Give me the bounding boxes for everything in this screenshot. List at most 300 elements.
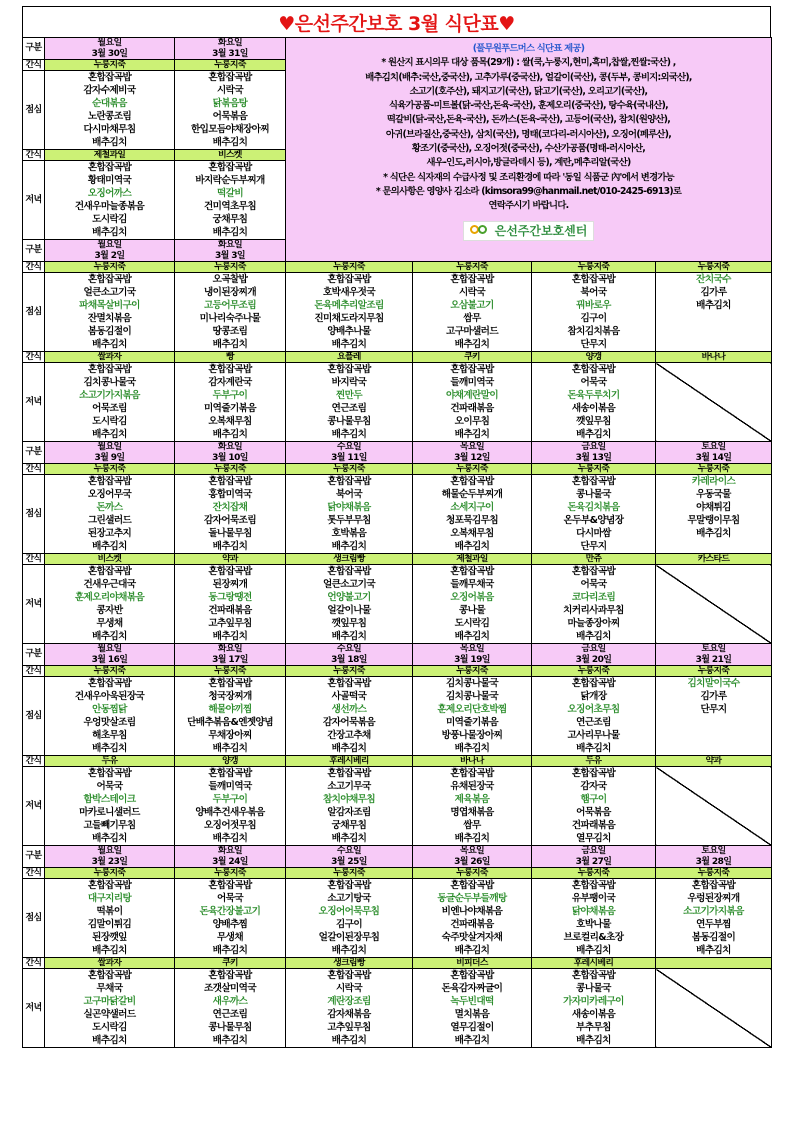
menu-item: 콩나물국: [576, 489, 611, 500]
snack-label: 간식: [23, 666, 45, 677]
lunch-label: 점심: [23, 879, 45, 958]
menu-item: 돈육간장불고기: [199, 906, 261, 917]
snack-cell: 누룽지죽: [45, 868, 175, 879]
lunch-cell: [45, 71, 175, 150]
menu-item: 배추김치: [454, 429, 490, 440]
menu-item: 배추김치: [696, 528, 731, 539]
menu-item: 배추김치: [576, 429, 611, 440]
day-name: 목요일: [459, 644, 485, 654]
day-header: [532, 644, 656, 666]
menu-item: 호박나물: [576, 919, 611, 930]
menu-item: 들깨미역국: [450, 377, 494, 388]
lunch-row: [23, 273, 772, 352]
menu-item: 배추김치: [92, 227, 127, 238]
snack-cell: 누룽지죽: [532, 666, 656, 677]
menu-item: 배추김치: [576, 1035, 611, 1046]
day-date: 3월 3일: [214, 250, 246, 261]
menu-item: 배추김치: [212, 227, 248, 238]
menu-item: 배추김치: [92, 429, 127, 440]
dinner-label: 저녁: [23, 767, 45, 846]
menu-item: 시락국: [458, 287, 485, 298]
menu-item: 간장고추채: [327, 730, 371, 741]
dinner-cell: [413, 363, 532, 442]
menu-item: 떡갈비: [216, 188, 243, 199]
snack-label: 간식: [23, 352, 45, 363]
snack-cell: 누룽지죽: [45, 262, 175, 273]
menu-item: 단배추볶음&엔젯양념: [187, 717, 273, 728]
menu-item: 혼합잡곡밥: [87, 970, 132, 981]
lunch-row: [23, 677, 772, 756]
menu-item: 언양불고기: [327, 592, 371, 603]
menu-item: 혼합잡곡밥: [208, 768, 252, 779]
menu-item: 무말랭이무침: [687, 515, 740, 526]
menu-item: 무채장아찌: [208, 730, 252, 741]
menu-item: 혼합잡곡밥: [571, 364, 616, 375]
snack-label: 간식: [23, 60, 45, 71]
menu-item: 혼합잡곡밥: [208, 476, 252, 487]
day-name: 화요일: [217, 38, 243, 48]
day-name: 화요일: [217, 644, 243, 654]
dinner-cell: [413, 565, 532, 644]
dinner-row: [23, 565, 772, 644]
menu-item: 배추김치: [212, 339, 248, 350]
info-line: 떡갈비(닭-국산,돈육-국산), 돈까스(돈육-국산), 고등어(국산), 참치(원양산),: [386, 114, 671, 126]
menu-item: 김치콩나물국: [445, 678, 498, 689]
menu-item: 혼합잡곡밥: [208, 364, 252, 375]
menu-item: 쌈무: [463, 313, 481, 324]
snack-cell: 누룽지죽: [656, 868, 772, 879]
menu-item: 마늘종장아찌: [567, 618, 620, 629]
dinner-label: 저녁: [23, 161, 45, 240]
day-header: [286, 442, 413, 464]
dinner-cell: [532, 363, 656, 442]
day-header: [175, 846, 286, 868]
snack-cell: 누룽지죽: [45, 60, 175, 71]
snack-cell: 쌀과자: [45, 352, 175, 363]
menu-item: 배추김치: [454, 743, 490, 754]
menu-item: 감자국: [580, 781, 607, 792]
menu-item: 숙주맛살겨자채: [441, 932, 503, 943]
menu-item: 들깨무채국: [450, 579, 494, 590]
menu-item: 잔멸치볶음: [87, 313, 132, 324]
dinner-cell: [532, 969, 656, 1048]
dinner-cell: [286, 767, 413, 846]
menu-item: 우엉맛살조림: [83, 717, 136, 728]
menu-item: 배추김치: [212, 945, 248, 956]
snack-cell: 누룽지죽: [532, 868, 656, 879]
snack-cell: 누룽지죽: [45, 464, 175, 475]
menu-item: 생선까스: [331, 704, 367, 715]
menu-item: 돈육김치볶음: [567, 502, 620, 513]
snack-cell: 누룽지죽: [175, 464, 286, 475]
menu-item: 무생채: [96, 618, 123, 629]
menu-item: 김구이: [335, 919, 362, 930]
lunch-cell: [656, 677, 772, 756]
menu-item: 김치말이국수: [687, 678, 740, 689]
snack-cell: 누룽지죽: [45, 666, 175, 677]
lunch-cell: [413, 677, 532, 756]
day-date: 3월 30일: [91, 48, 128, 59]
day-name: 월요일: [97, 442, 122, 452]
menu-item: 혼합잡곡밥: [450, 274, 494, 285]
day-header: [413, 644, 532, 666]
menu-item: 배추김치: [92, 541, 127, 552]
menu-item: 배추김치: [331, 743, 367, 754]
dinner-label: 저녁: [23, 969, 45, 1048]
menu-item: 혼합잡곡밥: [87, 880, 132, 891]
menu-item: 감자계란국: [208, 377, 252, 388]
week-header-row: [23, 644, 772, 666]
empty-cell: [656, 767, 772, 846]
menu-item: 방풍나물장아찌: [441, 730, 503, 741]
dinner-cell: [286, 363, 413, 442]
menu-item: 봄동김절이: [691, 932, 736, 943]
menu-item: 혼합잡곡밥: [87, 566, 132, 577]
menu-item: 오징어까스: [87, 188, 132, 199]
menu-item: 진미채도라지무침: [314, 313, 384, 324]
menu-item: 혼합잡곡밥: [327, 768, 371, 779]
day-date: 3월 10일: [212, 452, 248, 463]
menu-item: 땅콩조림: [212, 326, 248, 337]
menu-item: 두부구이: [212, 390, 248, 401]
menu-item: 배추김치: [212, 429, 248, 440]
menu-item: 배추김치: [696, 945, 731, 956]
week-header-row: [23, 846, 772, 868]
menu-item: 양배추건새우볶음: [195, 807, 265, 818]
menu-item: 연근조림: [331, 403, 367, 414]
snack-row: [23, 464, 772, 475]
menu-item: 단무지: [580, 541, 607, 552]
menu-item: 명엽채볶음: [450, 807, 494, 818]
info-line: 황조기(중국산), 오징어젓(중국산), 수산가공품(명태-러시아산,: [411, 143, 646, 155]
menu-item: 어묵국: [580, 377, 607, 388]
menu-item: 사골떡국: [331, 691, 367, 702]
menu-item: 닭야채볶음: [571, 906, 616, 917]
menu-item: 바지락국: [331, 377, 367, 388]
menu-item: 콩나물국: [576, 983, 611, 994]
menu-item: 햄구이: [580, 794, 607, 805]
snack-row: [23, 868, 772, 879]
day-date: 3월 17일: [212, 654, 248, 665]
logo-rings-icon: [470, 225, 490, 236]
menu-item: 동그랑땡전: [208, 592, 252, 603]
menu-item: 청포묵김무침: [445, 515, 498, 526]
dinner-row: [23, 363, 772, 442]
lunch-cell: [413, 475, 532, 554]
menu-item: 혼합잡곡밥: [450, 880, 494, 891]
menu-item: 쌈무: [463, 820, 481, 831]
week-header-row: [23, 442, 772, 464]
menu-item: 돈육두루치기: [567, 390, 620, 401]
empty-cell: [656, 565, 772, 644]
menu-item: 어묵조림: [92, 403, 127, 414]
menu-item: 참치야채무침: [322, 794, 375, 805]
lunch-cell: [45, 677, 175, 756]
menu-item: 혼합잡곡밥: [87, 364, 132, 375]
day-date: 3월 26일: [454, 856, 490, 867]
menu-item: 청국장찌개: [208, 691, 252, 702]
info-line: * 문의사항은 영양사 김소라 (kimsora99@hanmail.net/010-2425-6913)로: [375, 185, 682, 197]
day-header: [656, 846, 772, 868]
menu-item: 혼합잡곡밥: [571, 566, 616, 577]
menu-item: 혼합잡곡밥: [450, 566, 494, 577]
info-title: (풀무원푸드머스 식단표 제공): [472, 43, 585, 54]
menu-item: 단무지: [580, 339, 607, 350]
menu-item: 배추김치: [454, 541, 490, 552]
snack-cell: 누룽지죽: [413, 262, 532, 273]
menu-item: 알감자조림: [327, 807, 371, 818]
snack-label: 간식: [23, 150, 45, 161]
menu-item: 바지락순두부찌개: [195, 175, 265, 186]
empty-cell: [656, 969, 772, 1048]
menu-item: 혼합잡곡밥: [327, 364, 371, 375]
menu-item: 배추김치: [92, 743, 127, 754]
menu-item: 혼합잡곡밥: [87, 678, 132, 689]
menu-item: 혼합잡곡밥: [691, 880, 736, 891]
lunch-cell: [286, 677, 413, 756]
menu-item: 함박스테이크: [83, 794, 136, 805]
snack-cell: [656, 958, 772, 969]
menu-item: 야채계란말이: [445, 390, 498, 401]
lunch-cell: [175, 273, 286, 352]
menu-item: 혼합잡곡밥: [571, 476, 616, 487]
menu-item: 얼큰소고기국: [322, 579, 375, 590]
day-date: 3월 23일: [91, 856, 128, 867]
menu-item: 비엔나야채볶음: [441, 906, 503, 917]
menu-item: 다시마채무침: [83, 124, 136, 135]
menu-item: 깻잎무침: [331, 618, 367, 629]
snack-label: 간식: [23, 868, 45, 879]
day-name: 월요일: [97, 846, 122, 856]
menu-item: 배추김치: [454, 1035, 490, 1046]
menu-item: 혼합잡곡밥: [327, 970, 371, 981]
menu-item: 들깨미역국: [208, 781, 252, 792]
menu-item: 혼합잡곡밥: [571, 768, 616, 779]
snack-cell: 쌀과자: [45, 958, 175, 969]
menu-item: 콩나물무침: [327, 416, 371, 427]
lunch-label: 점심: [23, 273, 45, 352]
day-name: 토요일: [701, 442, 726, 452]
day-header: [175, 38, 286, 60]
day-name: 화요일: [217, 846, 243, 856]
snack-cell: 두유: [532, 756, 656, 767]
menu-item: 혼합잡곡밥: [450, 970, 494, 981]
snack-row: [23, 666, 772, 677]
snack-cell: 바나나: [413, 756, 532, 767]
lunch-cell: [532, 273, 656, 352]
lunch-label: 점심: [23, 71, 45, 150]
menu-item: 혼합잡곡밥: [571, 970, 616, 981]
snack-cell: 양갱: [532, 352, 656, 363]
menu-item: 혼합잡곡밥: [208, 880, 252, 891]
menu-item: 소고기무국: [327, 781, 371, 792]
menu-item: 찐만두: [335, 390, 362, 401]
dinner-cell: [532, 565, 656, 644]
dinner-cell: [532, 767, 656, 846]
day-header: [175, 240, 286, 262]
menu-item: 콩자반: [96, 605, 123, 616]
snack-cell: 쿠키: [175, 958, 286, 969]
menu-item: 무채국: [96, 983, 123, 994]
day-header: [175, 442, 286, 464]
day-date: 3월 21일: [695, 654, 732, 665]
snack-cell: 생크림빵: [286, 958, 413, 969]
menu-item: 건새우아욱된장국: [74, 691, 145, 702]
menu-item: 된장깻잎: [92, 932, 127, 943]
menu-item: 김가루: [700, 691, 727, 702]
day-name: 목요일: [459, 442, 485, 452]
lunch-cell: [175, 71, 286, 150]
snack-cell: 누룽지죽: [286, 666, 413, 677]
dinner-cell: [175, 161, 286, 240]
day-header: [45, 644, 175, 666]
day-name: 수요일: [336, 846, 362, 856]
menu-item: 훈제오리단호박찜: [437, 704, 507, 715]
snack-cell: 누룽지죽: [413, 666, 532, 677]
info-line: * 원산지 표시의무 대상 품목(29개) : 쌀(쿡,누룽지,현미,흑미,찹쌀,찐쌀:국산) ,: [381, 57, 676, 69]
snack-cell: 쿠키: [413, 352, 532, 363]
menu-item: 배추김치: [92, 945, 127, 956]
menu-item: 오복채무침: [208, 416, 252, 427]
snack-cell: 약과: [656, 756, 772, 767]
info-panel: [286, 38, 772, 262]
menu-item: 오징어젓무침: [203, 820, 256, 831]
menu-item: 유부팽이국: [571, 893, 616, 904]
menu-item: 오이무침: [454, 416, 490, 427]
snack-cell: 누룽지죽: [532, 464, 656, 475]
snack-cell: 생크림빵: [286, 554, 413, 565]
menu-item: 배추김치: [331, 945, 367, 956]
menu-item: 고추잎무침: [327, 1022, 371, 1033]
menu-item: 혼합잡곡밥: [450, 768, 494, 779]
lunch-cell: [532, 475, 656, 554]
snack-cell: 누룽지죽: [175, 262, 286, 273]
menu-item: 도시락김: [92, 416, 127, 427]
snack-cell: 누룽지죽: [532, 262, 656, 273]
menu-item: 부추무침: [576, 1022, 611, 1033]
menu-item: 건파래볶음: [208, 605, 252, 616]
dinner-row: [23, 969, 772, 1048]
menu-item: 우렁된장찌개: [687, 893, 740, 904]
snack-label: 간식: [23, 262, 45, 273]
snack-row: [23, 554, 772, 565]
day-date: 3월 28일: [695, 856, 732, 867]
day-date: 3월 13일: [575, 452, 612, 463]
menu-item: 안동찜닭: [92, 704, 127, 715]
menu-item: 우동국물: [696, 489, 731, 500]
menu-item: 야채튀김: [696, 502, 731, 513]
day-date: 3월 2일: [94, 250, 125, 261]
snack-cell: 만쥬: [532, 554, 656, 565]
dinner-row: [23, 767, 772, 846]
menu-item: 잔치국수: [696, 274, 731, 285]
menu-item: 건새우근대국: [83, 579, 136, 590]
dinner-label: 저녁: [23, 565, 45, 644]
gubun-label: 구분: [23, 240, 45, 262]
menu-item: 배추김치: [92, 833, 127, 844]
menu-item: 배추김치: [212, 1035, 248, 1046]
snack-row: [23, 262, 772, 273]
snack-label: 간식: [23, 554, 45, 565]
snack-cell: 두유: [45, 756, 175, 767]
snack-cell: 카스타드: [656, 554, 772, 565]
menu-item: 오징어초무침: [567, 704, 620, 715]
menu-item: 혼합잡곡밥: [87, 476, 132, 487]
menu-item: 얼갈이된장무침: [318, 932, 380, 943]
menu-item: 배추김치: [212, 137, 248, 148]
menu-item: 된장고추지: [87, 528, 132, 539]
menu-item: 혼합잡곡밥: [571, 678, 616, 689]
menu-item: 고구마닭갈비: [83, 996, 136, 1007]
menu-item: 건새우마늘종볶음: [74, 201, 145, 212]
menu-item: 혼합잡곡밥: [571, 880, 616, 891]
menu-item: 건파래볶음: [450, 403, 494, 414]
menu-item: 북어국: [580, 287, 607, 298]
menu-item: 고추잎무침: [208, 618, 252, 629]
menu-item: 호박볶음: [331, 528, 367, 539]
menu-item: 얼큰소고기국: [83, 287, 136, 298]
info-line: 배추김치(배추:국산,중국산), 고추가루(중국산), 얼갈이(국산), 콩(두부, 콩비지:외국산),: [365, 71, 692, 83]
snack-cell: 약과: [175, 554, 286, 565]
lunch-cell: [656, 273, 772, 352]
snack-label: 간식: [23, 464, 45, 475]
lunch-cell: [413, 273, 532, 352]
day-date: 3월 9일: [94, 452, 125, 463]
day-name: 수요일: [336, 442, 362, 452]
menu-item: 얼갈이나물: [327, 605, 371, 616]
menu-item: 참치김치볶음: [567, 326, 620, 337]
menu-item: 혼합잡곡밥: [327, 678, 371, 689]
lunch-cell: [656, 475, 772, 554]
lunch-cell: [45, 879, 175, 958]
day-date: 3월 11일: [331, 452, 367, 463]
menu-item: 해물야끼찜: [208, 704, 252, 715]
lunch-cell: [45, 475, 175, 554]
menu-item: 돈까스: [96, 502, 123, 513]
menu-item: 돈육감자짜글이: [441, 983, 503, 994]
lunch-cell: [413, 879, 532, 958]
snack-cell: 비스켓: [45, 554, 175, 565]
menu-item: 순대볶음: [92, 98, 127, 109]
lunch-row: [23, 879, 772, 958]
week-header-row: [23, 38, 772, 60]
snack-cell: 누룽지죽: [413, 464, 532, 475]
logo-text: 은선주간보호센터: [494, 223, 588, 238]
menu-table: [22, 37, 772, 1048]
lunch-cell: [45, 273, 175, 352]
menu-item: 감자채볶음: [327, 1009, 371, 1020]
snack-cell: 누룽지죽: [286, 464, 413, 475]
snack-cell: 양갱: [175, 756, 286, 767]
lunch-cell: [175, 475, 286, 554]
menu-sheet: [22, 6, 771, 1048]
menu-item: 배추김치: [92, 1035, 127, 1046]
menu-item: 건미역초무침: [203, 201, 256, 212]
menu-item: 홍합미역국: [208, 489, 252, 500]
menu-item: 혼합잡곡밥: [327, 566, 371, 577]
menu-item: 오곡찰밥: [212, 274, 248, 285]
menu-item: 배추김치: [331, 1035, 367, 1046]
day-header: [175, 644, 286, 666]
menu-item: 배추김치: [576, 743, 611, 754]
menu-item: 돌나물무침: [208, 528, 252, 539]
menu-item: 떡볶이: [96, 906, 123, 917]
day-header: [286, 644, 413, 666]
menu-item: 카레라이스: [691, 476, 736, 487]
menu-item: 건파래볶음: [450, 919, 494, 930]
snack-cell: 바나나: [656, 352, 772, 363]
menu-item: 계란장조림: [327, 996, 371, 1007]
